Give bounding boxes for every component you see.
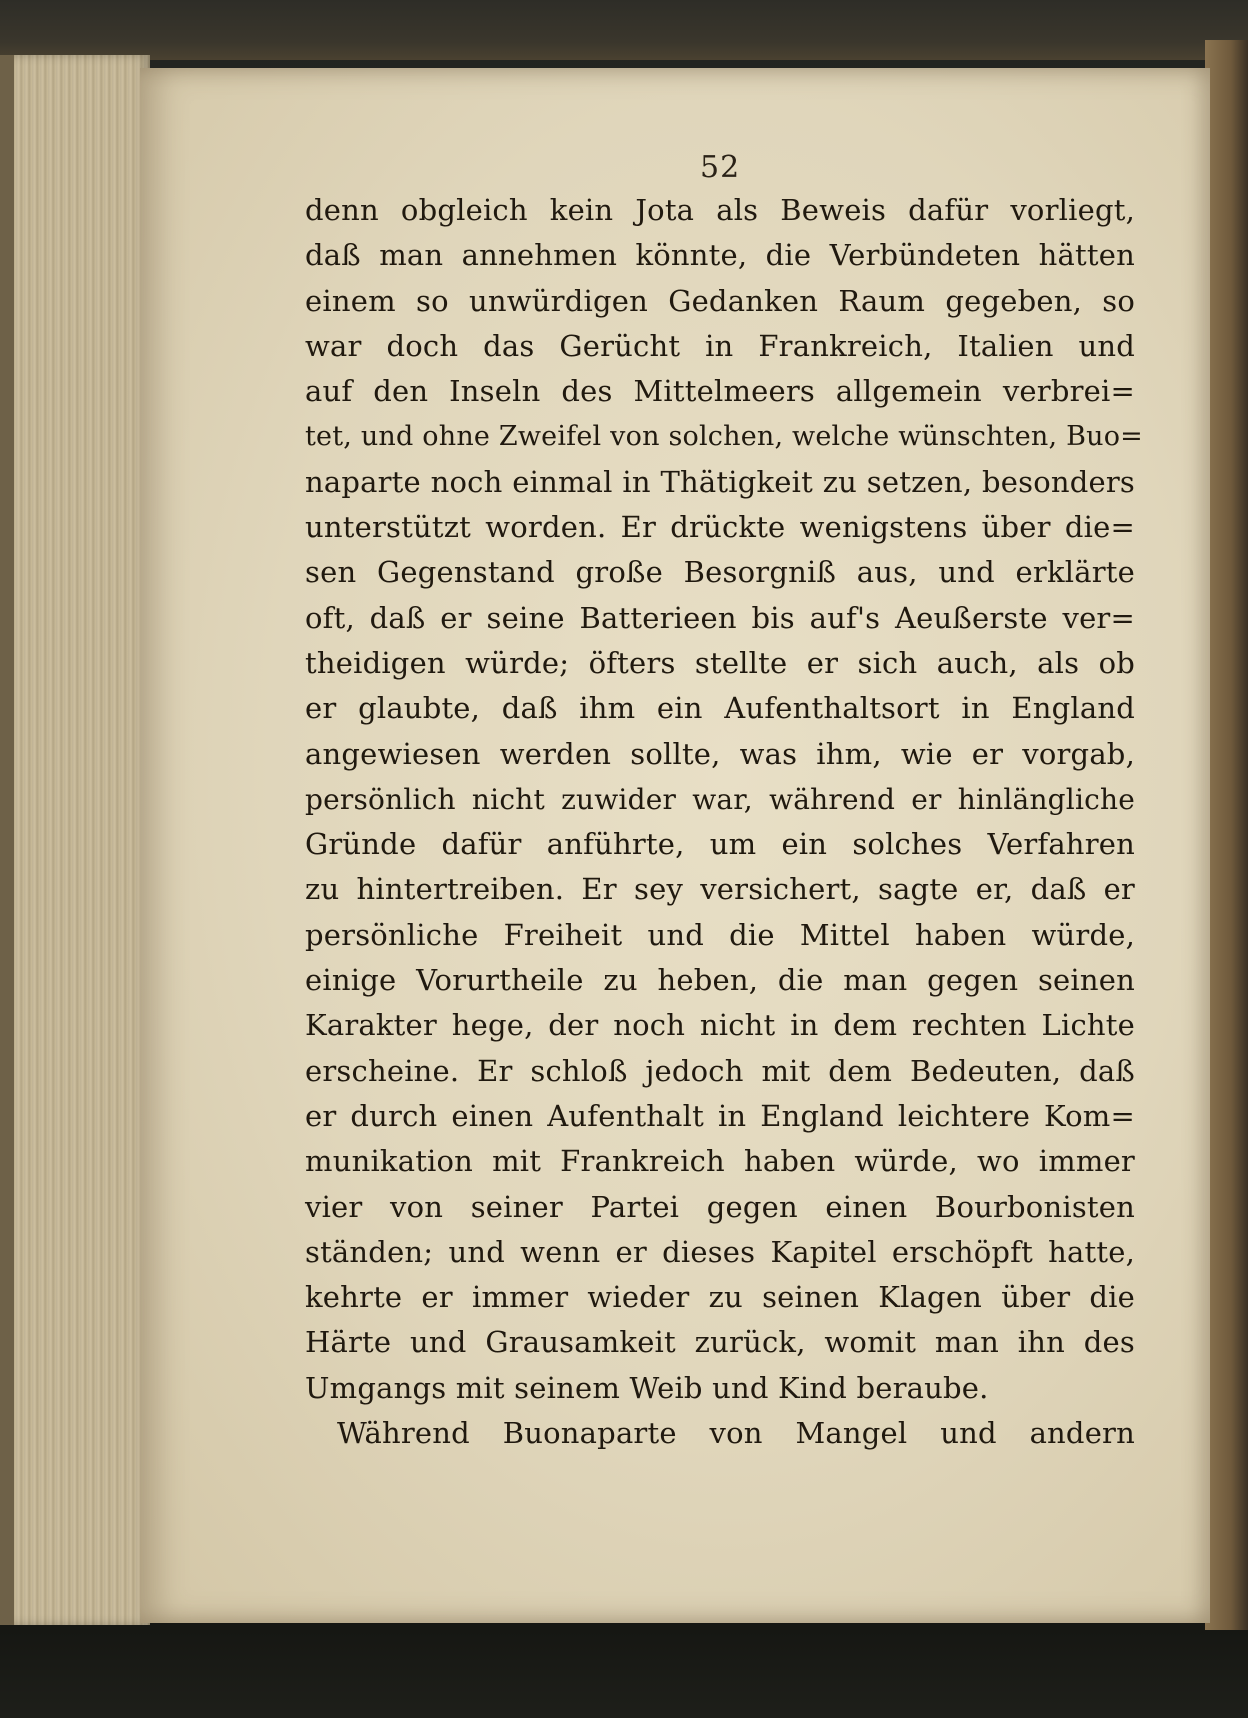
- text-line: daß man annehmen könnte, die Verbündeten hätten: [305, 238, 1135, 273]
- text-line: persönlich nicht zuwider war, während er hinlängliche: [305, 782, 1135, 816]
- text-line: tet, und ohne Zweifel von solchen, welche wünschten, Buo=: [305, 421, 1143, 453]
- text-line: erscheine. Er schloß jedoch mit dem Bedeuten, daß: [305, 1053, 1135, 1088]
- text-line: Umgangs mit seinem Weib und Kind beraube.: [305, 1370, 989, 1405]
- text-line: war doch das Gerücht in Frankreich, Italien und: [305, 328, 1135, 363]
- text-line: einige Vorurtheile zu heben, die man gegen seinen: [305, 963, 1135, 998]
- text-line: theidigen würde; öfters stellte er sich auch, als ob: [305, 645, 1135, 680]
- text-line: angewiesen werden sollte, was ihm, wie er vorgab,: [305, 736, 1135, 771]
- text-line: Gründe dafür anführte, um ein solches Verfahren: [305, 827, 1135, 862]
- text-line: persönliche Freiheit und die Mittel haben würde,: [305, 917, 1135, 952]
- text-line: denn obgleich kein Jota als Beweis dafür vorliegt,: [305, 193, 1135, 227]
- book-cover-bottom: [0, 1630, 1248, 1718]
- page-edges-left: [0, 55, 150, 1625]
- text-line: einem so unwürdigen Gedanken Raum gegeben, so: [305, 283, 1135, 318]
- text-line: auf den Inseln des Mittelmeers allgemein verbrei=: [305, 374, 1135, 409]
- text-line: naparte noch einmal in Thätigkeit zu setzen, besonders: [305, 464, 1135, 499]
- text-line: vier von seiner Partei gegen einen Bourbonisten: [305, 1189, 1135, 1224]
- text-line: ständen; und wenn er dieses Kapitel erschöpft hatte,: [305, 1234, 1135, 1269]
- text-line: sen Gegenstand große Besorgniß aus, und erklärte: [305, 555, 1135, 590]
- text-line: er glaubte, daß ihm ein Aufenthaltsort in England: [305, 691, 1135, 726]
- text-line: Härte und Grausamkeit zurück, womit man ihn des: [305, 1325, 1135, 1360]
- text-line: kehrte er immer wieder zu seinen Klagen über die: [305, 1280, 1135, 1315]
- page-edges-shadow: [0, 55, 14, 1625]
- book-cover-top: [0, 0, 1248, 60]
- text-line: er durch einen Aufenthalt in England leichtere Kom=: [305, 1098, 1135, 1133]
- book-cover-right: [1205, 40, 1248, 1640]
- text-line: unterstützt worden. Er drückte wenigstens über die=: [305, 510, 1135, 545]
- text-line: munikation mit Frankreich haben würde, wo immer: [305, 1144, 1135, 1179]
- text-line: Während Buonaparte von Mangel und andern: [337, 1416, 1135, 1451]
- text-line: oft, daß er seine Batterieen bis auf's Aeußerste ver=: [305, 600, 1135, 635]
- text-line: zu hintertreiben. Er sey versichert, sagte er, daß er: [305, 872, 1135, 907]
- page-text: [305, 188, 1143, 1456]
- page-number: 52: [700, 150, 741, 185]
- text-line: Karakter hege, der noch nicht in dem rechten Lichte: [305, 1008, 1135, 1043]
